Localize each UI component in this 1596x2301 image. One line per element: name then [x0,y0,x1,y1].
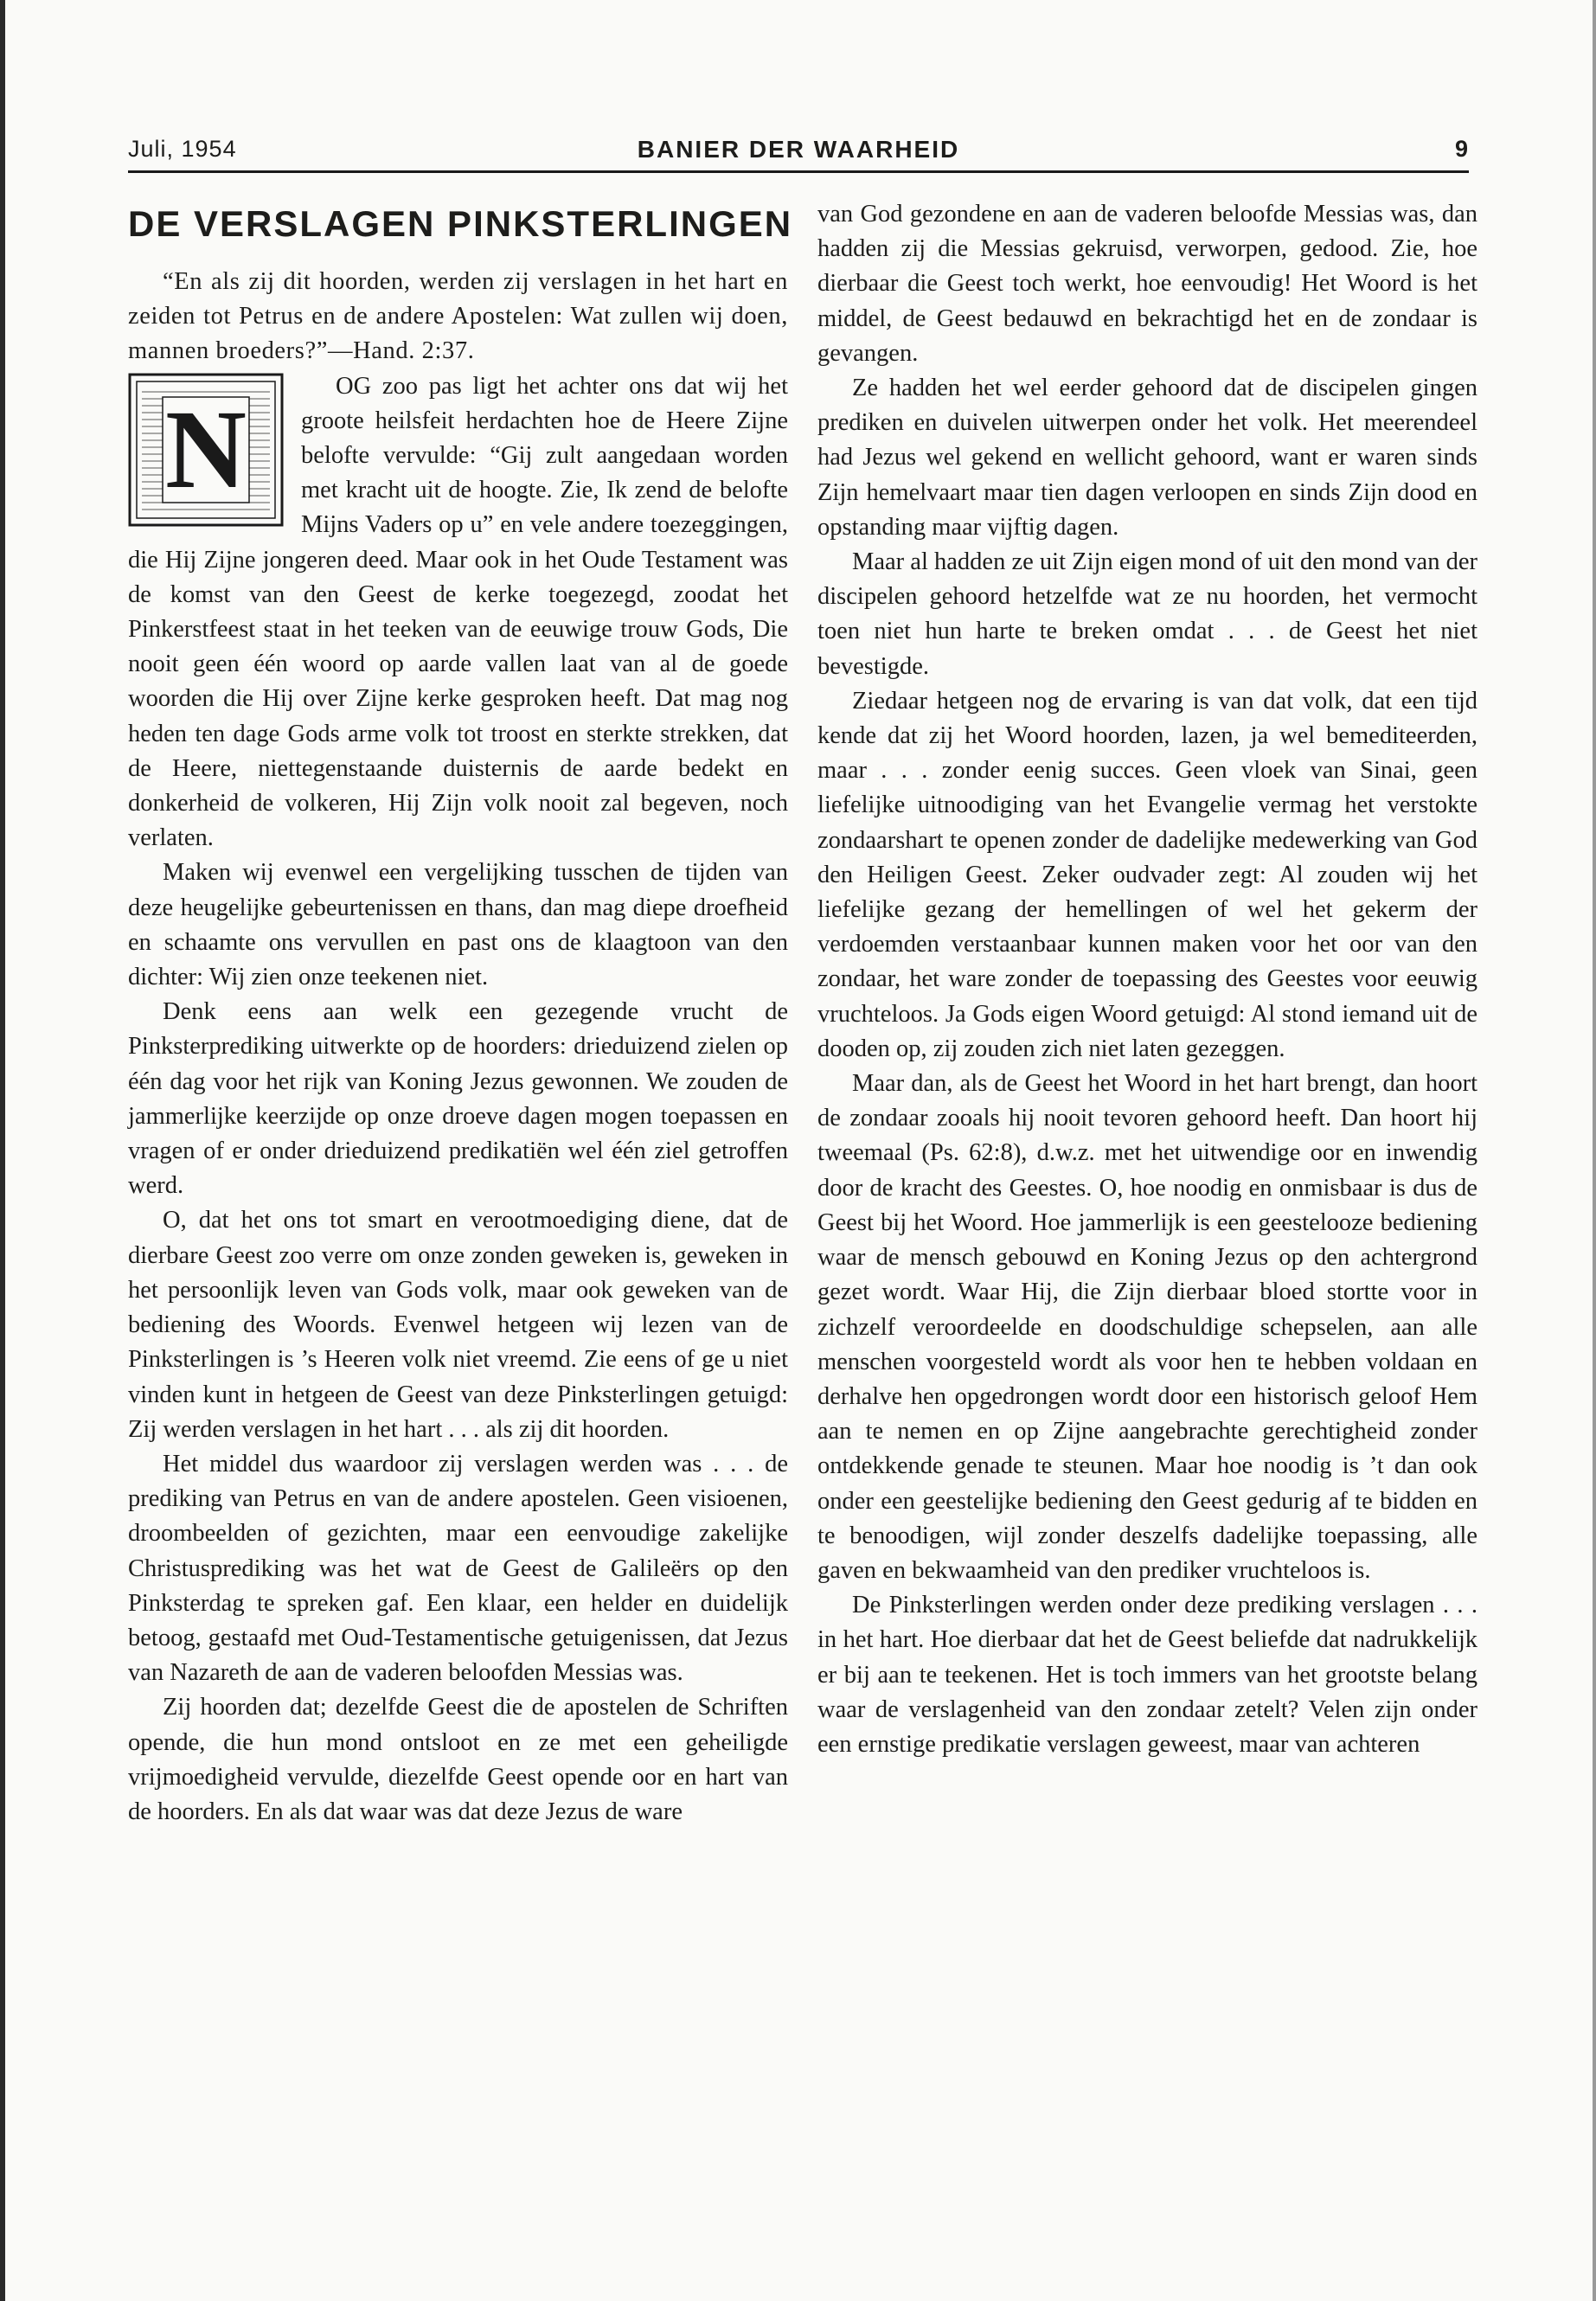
left-column [128,197,793,1830]
paragraph: Het middel dus waardoor zij verslagen werden was . . . de prediking van Petrus en van de andere apostelen. Geen visioenen, droombeelden of gezichten, maar een eenvoudige zakelijke Christusprediking was het wat de Geest de Galileërs op den Pinksterdag te spreken gaf. Een klaar, een helder en duidelijk betoog, gestaafd met Oud-Testamentische getuigenissen, dat Jezus van Nazareth de aan de vaderen beloofden Messias was. [128,1450,788,1687]
paragraph: Maar al hadden ze uit Zijn eigen mond of uit den mond van der discipelen gehoord hetzelfde wat ze nu hoorden, het vermocht toen niet hun harte te breken omdat . . . de Geest het niet bevestigde. [817,548,1477,680]
paragraph: Denk eens aan welk een gezegende vrucht de Pinksterprediking uitwerkte op de hoorders: drieduizend zielen op één dag voor het rijk van Koning Jezus gewonnen. We zouden de jammerlijke keerzijde op onze droeve dagen mogen toepassen en vragen of er onder drieduizend predikatiën wel één ziel getroffen werd. [128,998,788,1200]
initial-letter: N [165,387,247,512]
article-title: DE VERSLAGEN PINKSTERLINGEN [128,203,793,244]
paragraph: Ze hadden het wel eerder gehoord dat de discipelen gingen prediken en duivelen uitwerpen onder het volk. Het meerendeel had Jezus wel gekend en wellicht gehoord, want er waren sinds Zijn hemelvaart maar tien dagen verloopen en sinds Zijn dood en opstanding maar vijftig dagen. [817,375,1477,541]
header-date: Juli, 1954 [128,136,237,162]
scan-edge-left [0,0,5,2301]
paragraph-continuation: van God gezondene en aan de vaderen beloofde Messias was, dan hadden zij die Messias gekruisd, verworpen, gedood. Zie, hoe dierbaar die Geest toch werkt, hoe eenvoudig! Het Woord is het middel, de Geest bedauwd en bekrachtigd het en de zondaar is gevangen. [817,201,1477,367]
decorated-initial [128,373,284,527]
paragraph: O, dat het ons tot smart en verootmoediging diene, dat de dierbare Geest zoo verre om onze zonden geweken is, geweken in het persoonlijk leven van Gods volk, maar ook geweken van de bediening des Woords. Evenwel hetgeen wij lezen van de Pinksterlingen is ’s Heeren volk niet vreemd. Zie eens of ge u niet vinden kunt in hetgeen de Geest van deze Pinksterlingen getuigd: Zij werden verslagen in het hart . . . als zij dit hoorden. [128,1207,788,1443]
running-header [128,132,1469,169]
header-page-number: 9 [1454,136,1469,162]
paragraph: Maar dan, als de Geest het Woord in het hart brengt, dan hoort de zondaar zooals hij nooit tevoren gehoord heeft. Dan hoort hij tweemaal (Ps. 62:8), d.w.z. met het uitwendige oor en inwendig door de kracht des Geestes. O, hoe noodig en onmisbaar is dus de Geest bij het Woord. Hoe jammerlijk is een geestelooze bediening waar de mensch gebouwd en Koning Jezus op den achtergrond gezet wordt. Waar Hij, die Zijn dierbaar bloed stortte voor in zichzelf veroordeelde en doodschuldige schepselen, aan alle menschen voorgesteld wordt als voor hen te hebben voldaan en derhalve hen opgedrongen wordt door een historisch geloof Hem aan te nemen en op Zijne aangebrachte gerechtigheid zonder ontdekkende genade te steunen. Maar hoe noodig is ’t dan ook onder een geestelijke bediening den Geest gedurig af te bidden en te benoodigen, wijl zonder deszelfs dadelijke toepassing, alle gaven en bekwaamheid van den prediker vruchteloos is. [817,1070,1477,1584]
paragraph: De Pinksterlingen werden onder deze prediking verslagen . . . in het hart. Hoe dierbaar dat het de Geest beliefde dat nadrukkelijk er bij aan te teekenen. Het is toch immers van het grootste belang waar de verslagenheid van den zondaar zetelt? Velen zijn onder een ernstige predikatie verslagen geweest, maar van achteren [817,1592,1477,1758]
header-publication: BANIER DER WAARHEID [637,136,960,163]
paragraph: Zij hoorden dat; dezelfde Geest die de apostelen de Schriften opende, die hun mond ontsloot en ze met een geheiligde vrijmoedigheid vervulde, diezelfde Geest opende oor en hart van de hoorders. En als dat waar was dat deze Jezus de ware [128,1694,788,1825]
epigraph: “En als zij dit hoorden, werden zij verslagen in het hart en zeiden tot Petrus en de andere Apostelen: Wat zullen wij doen, mannen broeders?”—Hand. 2:37. [128,268,788,365]
first-paragraph: OG zoo pas ligt het achter ons dat wij het groote heilsfeit herdachten hoe de Heere Zijne belofte vervulde: “Gij zult aangedaan worden met kracht uit de hoogte. Zie, Ik zend de belofte Mijns Vaders op u” en vele andere toezeggingen, die Hij Zijne jongeren deed. Maar ook in het Oude Testament was de komst van den Geest de kerke toegezegd, zoodat het Pinkerstfeest staat in het teeken van de eeuwige trouw Gods, Die nooit geen één woord op aarde vallen laat van al de goede woorden die Hij over Zijne kerke gesproken heeft. Dat mag nog heden ten dage Gods arme volk tot troost en sterkte strekken, dat de Heere, niettegenstaande duisternis de aarde bedekt en donkerheid de volkeren, Hij Zijn volk nooit zal begeven, noch verlaten. [128,372,788,852]
scan-edge-right [1593,0,1596,2301]
paragraph: Maken wij evenwel een vergelijking tusschen de tijden van deze heugelijke gebeurtenissen en thans, dan mag diepe droefheid en schaamte ons vervullen en past ons de klaagtoon van den dichter: Wij zien onze teekenen niet. [128,859,788,991]
header-rule [128,170,1469,173]
right-column [817,197,1477,1762]
paragraph: Ziedaar hetgeen nog de ervaring is van dat volk, dat een tijd kende dat zij het Woord hoorden, lazen, ja wel bemediteerden, maar . . . zonder eenig succes. Geen vloek van Sinai, geen liefelijke uitnoodiging van het Evangelie vermag het verstokte zondaarshart te openen zonder de dadelijke medewerking van God den Heiligen Geest. Zeker oudvader zegt: Al zouden wij het liefelijke gezang der hemellingen of wel het gekerm der verdoemden verstaanbaar kunnen maken voor het oor van den zondaar, het ware zonder de toepassing des Geestes voor eeuwig vruchteloos. Ja Gods eigen Woord getuigd: Al stond iemand uit de dooden op, zij zouden zich niet laten gezeggen. [817,687,1477,1062]
